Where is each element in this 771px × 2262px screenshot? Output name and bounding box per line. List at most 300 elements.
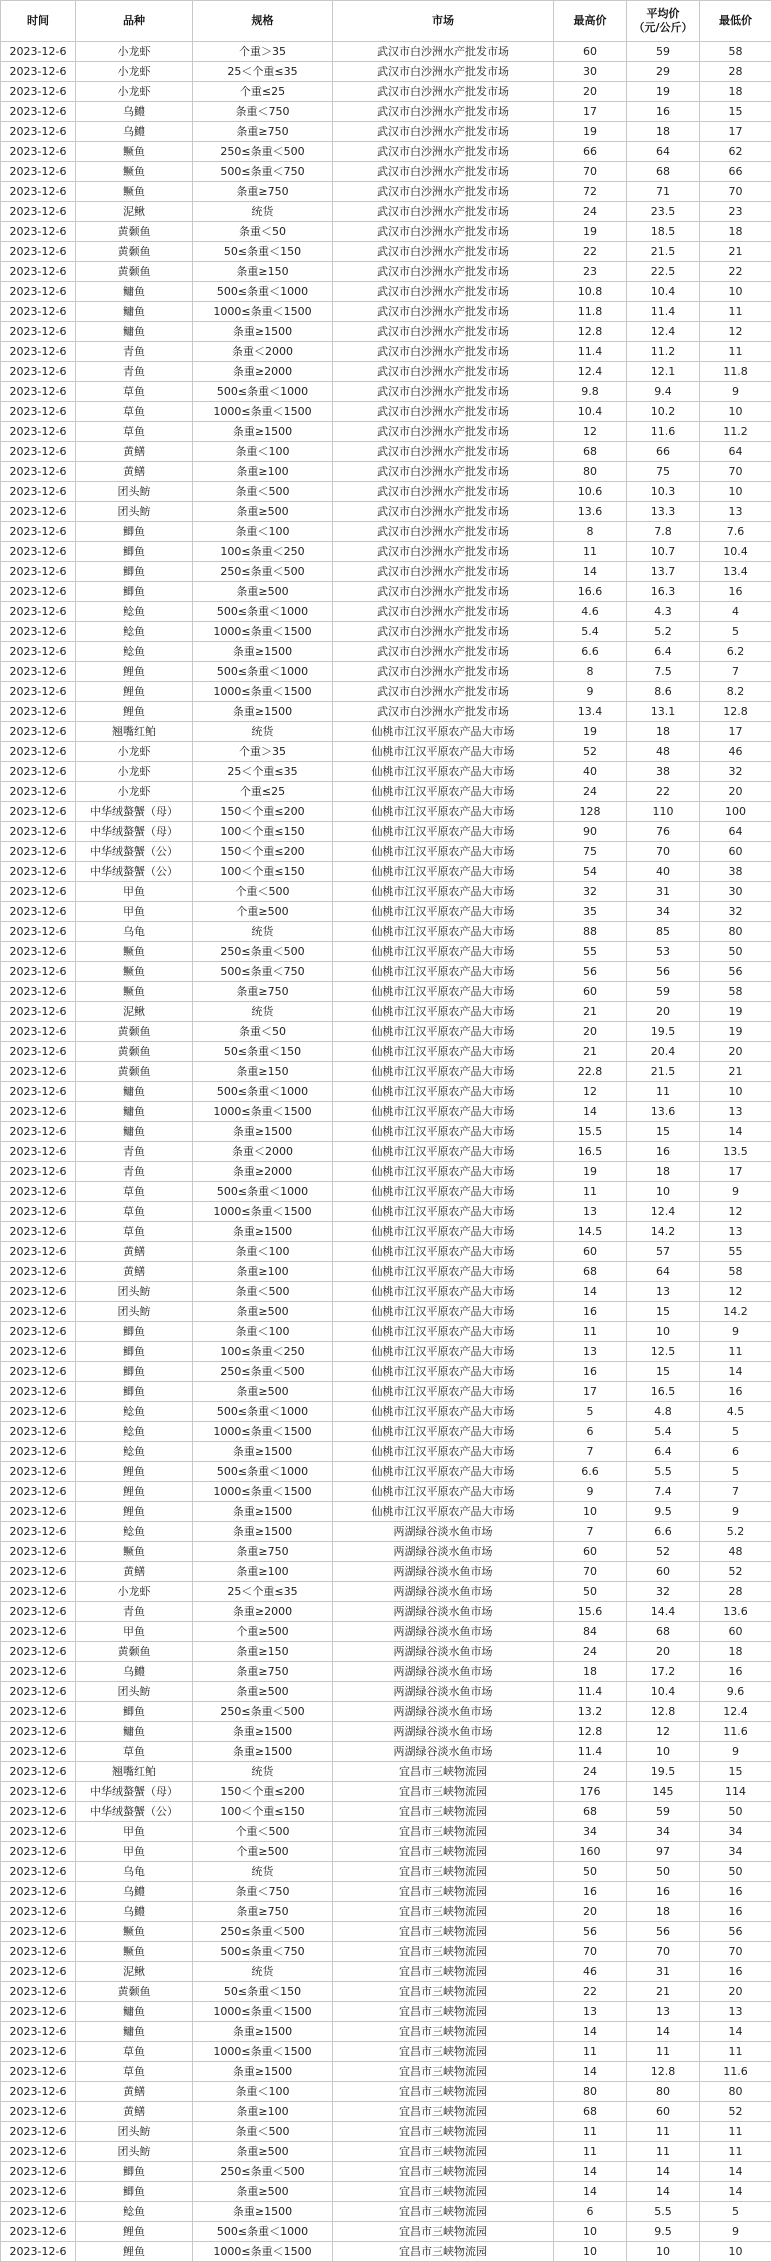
cell-market: 武汉市白沙洲水产批发市场	[333, 162, 554, 182]
cell-date: 2023-12-6	[1, 1782, 76, 1802]
cell-market: 仙桃市江汉平原农产品大市场	[333, 1282, 554, 1302]
cell-variety: 甲鱼	[76, 1842, 193, 1862]
cell-variety: 鳜鱼	[76, 142, 193, 162]
cell-min-price: 70	[700, 182, 771, 202]
cell-min-price: 62	[700, 142, 771, 162]
cell-market: 宜昌市三峡物流园	[333, 1882, 554, 1902]
cell-avg-price: 14	[627, 2182, 700, 2202]
cell-market: 武汉市白沙洲水产批发市场	[333, 182, 554, 202]
cell-variety: 草鱼	[76, 1222, 193, 1242]
cell-min-price: 14	[700, 2182, 771, 2202]
cell-market: 宜昌市三峡物流园	[333, 1842, 554, 1862]
cell-date: 2023-12-6	[1, 342, 76, 362]
table-row	[1, 2042, 771, 2062]
table-row	[1, 2202, 771, 2222]
cell-variety: 泥鳅	[76, 1002, 193, 1022]
table-row	[1, 542, 771, 562]
cell-max-price: 90	[554, 822, 627, 842]
table-row	[1, 82, 771, 102]
cell-spec: 50≤条重＜150	[193, 1982, 333, 2002]
table-row	[1, 2122, 771, 2142]
cell-avg-price: 17.2	[627, 1662, 700, 1682]
cell-date: 2023-12-6	[1, 642, 76, 662]
cell-max-price: 34	[554, 1822, 627, 1842]
cell-variety: 鲶鱼	[76, 2202, 193, 2222]
cell-min-price: 70	[700, 462, 771, 482]
cell-variety: 鲫鱼	[76, 1322, 193, 1342]
cell-min-price: 22	[700, 262, 771, 282]
cell-spec: 条重＜500	[193, 482, 333, 502]
cell-spec: 条重≥1500	[193, 1442, 333, 1462]
cell-avg-price: 64	[627, 142, 700, 162]
cell-market: 仙桃市江汉平原农产品大市场	[333, 1462, 554, 1482]
cell-spec: 250≤条重＜500	[193, 1702, 333, 1722]
cell-date: 2023-12-6	[1, 1562, 76, 1582]
cell-market: 仙桃市江汉平原农产品大市场	[333, 922, 554, 942]
table-row	[1, 242, 771, 262]
cell-spec: 50≤条重＜150	[193, 1042, 333, 1062]
cell-date: 2023-12-6	[1, 62, 76, 82]
cell-date: 2023-12-6	[1, 102, 76, 122]
cell-min-price: 18	[700, 82, 771, 102]
cell-market: 武汉市白沙洲水产批发市场	[333, 422, 554, 442]
cell-spec: 条重≥750	[193, 982, 333, 1002]
cell-max-price: 13.2	[554, 1702, 627, 1722]
table-row	[1, 2062, 771, 2082]
cell-date: 2023-12-6	[1, 162, 76, 182]
cell-avg-price: 60	[627, 2102, 700, 2122]
cell-min-price: 14	[700, 2022, 771, 2042]
cell-market: 两湖绿谷淡水鱼市场	[333, 1722, 554, 1742]
cell-variety: 小龙虾	[76, 762, 193, 782]
cell-avg-price: 13.1	[627, 702, 700, 722]
cell-market: 武汉市白沙洲水产批发市场	[333, 222, 554, 242]
cell-variety: 鳜鱼	[76, 942, 193, 962]
cell-variety: 团头鲂	[76, 1302, 193, 1322]
cell-min-price: 13.6	[700, 1602, 771, 1622]
cell-spec: 150＜个重≤200	[193, 1782, 333, 1802]
cell-avg-price: 4.3	[627, 602, 700, 622]
cell-market: 仙桃市江汉平原农产品大市场	[333, 762, 554, 782]
cell-variety: 鲤鱼	[76, 1462, 193, 1482]
cell-market: 仙桃市江汉平原农产品大市场	[333, 882, 554, 902]
cell-avg-price: 10	[627, 2242, 700, 2262]
cell-market: 仙桃市江汉平原农产品大市场	[333, 782, 554, 802]
cell-market: 仙桃市江汉平原农产品大市场	[333, 722, 554, 742]
cell-variety: 小龙虾	[76, 42, 193, 62]
cell-min-price: 5	[700, 1422, 771, 1442]
cell-market: 宜昌市三峡物流园	[333, 1822, 554, 1842]
cell-market: 仙桃市江汉平原农产品大市场	[333, 1322, 554, 1342]
cell-variety: 黄颡鱼	[76, 262, 193, 282]
cell-market: 仙桃市江汉平原农产品大市场	[333, 1042, 554, 1062]
cell-min-price: 12	[700, 1202, 771, 1222]
cell-min-price: 9.6	[700, 1682, 771, 1702]
cell-date: 2023-12-6	[1, 2062, 76, 2082]
cell-date: 2023-12-6	[1, 462, 76, 482]
cell-max-price: 88	[554, 922, 627, 942]
cell-date: 2023-12-6	[1, 422, 76, 442]
cell-spec: 条重≥1500	[193, 2062, 333, 2082]
cell-max-price: 10	[554, 1502, 627, 1522]
cell-min-price: 11	[700, 2122, 771, 2142]
cell-date: 2023-12-6	[1, 442, 76, 462]
cell-avg-price: 5.4	[627, 1422, 700, 1442]
table-row	[1, 1062, 771, 1082]
table-row	[1, 1362, 771, 1382]
cell-date: 2023-12-6	[1, 1042, 76, 1062]
cell-date: 2023-12-6	[1, 1242, 76, 1262]
cell-variety: 乌龟	[76, 922, 193, 942]
cell-avg-price: 11.6	[627, 422, 700, 442]
cell-variety: 小龙虾	[76, 1582, 193, 1602]
cell-variety: 草鱼	[76, 402, 193, 422]
cell-avg-price: 10	[627, 1742, 700, 1762]
table-row	[1, 622, 771, 642]
cell-max-price: 19	[554, 222, 627, 242]
cell-avg-price: 13	[627, 2002, 700, 2022]
header-min-price: 最低价	[700, 1, 771, 42]
cell-min-price: 17	[700, 722, 771, 742]
cell-max-price: 14	[554, 562, 627, 582]
cell-variety: 鲫鱼	[76, 582, 193, 602]
cell-market: 两湖绿谷淡水鱼市场	[333, 1642, 554, 1662]
cell-avg-price: 13	[627, 1282, 700, 1302]
cell-max-price: 6	[554, 2202, 627, 2222]
cell-max-price: 20	[554, 1902, 627, 1922]
cell-spec: 条重≥750	[193, 122, 333, 142]
cell-variety: 中华绒螯蟹（公）	[76, 842, 193, 862]
cell-variety: 鲫鱼	[76, 1382, 193, 1402]
table-row	[1, 2002, 771, 2022]
cell-avg-price: 10.4	[627, 282, 700, 302]
cell-date: 2023-12-6	[1, 2022, 76, 2042]
cell-market: 仙桃市江汉平原农产品大市场	[333, 1022, 554, 1042]
cell-variety: 中华绒螯蟹（母）	[76, 802, 193, 822]
cell-date: 2023-12-6	[1, 1442, 76, 1462]
cell-market: 宜昌市三峡物流园	[333, 2242, 554, 2262]
cell-min-price: 11.6	[700, 1722, 771, 1742]
cell-max-price: 68	[554, 442, 627, 462]
cell-variety: 泥鳅	[76, 202, 193, 222]
cell-variety: 鲶鱼	[76, 1402, 193, 1422]
cell-date: 2023-12-6	[1, 1622, 76, 1642]
cell-min-price: 50	[700, 1802, 771, 1822]
cell-spec: 条重≥750	[193, 1662, 333, 1682]
cell-min-price: 21	[700, 1062, 771, 1082]
cell-market: 仙桃市江汉平原农产品大市场	[333, 742, 554, 762]
cell-variety: 草鱼	[76, 422, 193, 442]
cell-market: 仙桃市江汉平原农产品大市场	[333, 1422, 554, 1442]
cell-date: 2023-12-6	[1, 202, 76, 222]
cell-avg-price: 11.2	[627, 342, 700, 362]
cell-spec: 500≤条重＜1000	[193, 382, 333, 402]
cell-avg-price: 16	[627, 102, 700, 122]
cell-date: 2023-12-6	[1, 682, 76, 702]
cell-min-price: 18	[700, 1642, 771, 1662]
cell-avg-price: 12.8	[627, 2062, 700, 2082]
cell-market: 武汉市白沙洲水产批发市场	[333, 602, 554, 622]
cell-max-price: 5.4	[554, 622, 627, 642]
cell-market: 武汉市白沙洲水产批发市场	[333, 42, 554, 62]
cell-max-price: 11.4	[554, 342, 627, 362]
cell-min-price: 10	[700, 282, 771, 302]
cell-avg-price: 19	[627, 82, 700, 102]
cell-min-price: 46	[700, 742, 771, 762]
cell-min-price: 19	[700, 1002, 771, 1022]
cell-variety: 甲鱼	[76, 1622, 193, 1642]
cell-avg-price: 21.5	[627, 1062, 700, 1082]
cell-date: 2023-12-6	[1, 902, 76, 922]
cell-date: 2023-12-6	[1, 802, 76, 822]
cell-market: 武汉市白沙洲水产批发市场	[333, 522, 554, 542]
cell-date: 2023-12-6	[1, 2202, 76, 2222]
cell-max-price: 52	[554, 742, 627, 762]
cell-variety: 鲫鱼	[76, 1702, 193, 1722]
cell-min-price: 11	[700, 1342, 771, 1362]
cell-min-price: 13	[700, 1102, 771, 1122]
cell-max-price: 22.8	[554, 1062, 627, 1082]
table-row	[1, 522, 771, 542]
cell-variety: 黄鳝	[76, 1262, 193, 1282]
cell-max-price: 14	[554, 2022, 627, 2042]
cell-spec: 500≤条重＜1000	[193, 1182, 333, 1202]
cell-date: 2023-12-6	[1, 182, 76, 202]
cell-avg-price: 14.2	[627, 1222, 700, 1242]
cell-avg-price: 12	[627, 1722, 700, 1742]
cell-max-price: 46	[554, 1962, 627, 1982]
table-row	[1, 1042, 771, 1062]
cell-max-price: 13.4	[554, 702, 627, 722]
cell-date: 2023-12-6	[1, 1882, 76, 1902]
cell-avg-price: 31	[627, 882, 700, 902]
cell-market: 仙桃市江汉平原农产品大市场	[333, 1142, 554, 1162]
table-row	[1, 62, 771, 82]
cell-variety: 青鱼	[76, 1602, 193, 1622]
table-row	[1, 342, 771, 362]
cell-variety: 黄鳝	[76, 1562, 193, 1582]
cell-max-price: 84	[554, 1622, 627, 1642]
cell-spec: 条重＜100	[193, 442, 333, 462]
table-row	[1, 1082, 771, 1102]
header-market: 市场	[333, 1, 554, 42]
cell-variety: 草鱼	[76, 1182, 193, 1202]
cell-market: 仙桃市江汉平原农产品大市场	[333, 942, 554, 962]
cell-avg-price: 38	[627, 762, 700, 782]
cell-avg-price: 23.5	[627, 202, 700, 222]
cell-max-price: 16	[554, 1362, 627, 1382]
cell-variety: 鲫鱼	[76, 562, 193, 582]
cell-spec: 个重≤25	[193, 782, 333, 802]
table-row	[1, 662, 771, 682]
cell-date: 2023-12-6	[1, 402, 76, 422]
cell-market: 武汉市白沙洲水产批发市场	[333, 242, 554, 262]
cell-max-price: 22	[554, 242, 627, 262]
cell-variety: 鲫鱼	[76, 2162, 193, 2182]
cell-min-price: 6	[700, 1442, 771, 1462]
cell-variety: 鳜鱼	[76, 982, 193, 1002]
cell-max-price: 20	[554, 82, 627, 102]
table-row	[1, 1382, 771, 1402]
cell-avg-price: 11	[627, 2142, 700, 2162]
cell-avg-price: 10.2	[627, 402, 700, 422]
cell-spec: 条重＜2000	[193, 1142, 333, 1162]
cell-date: 2023-12-6	[1, 882, 76, 902]
cell-min-price: 9	[700, 1742, 771, 1762]
cell-variety: 甲鱼	[76, 1822, 193, 1842]
cell-date: 2023-12-6	[1, 2082, 76, 2102]
cell-spec: 150＜个重≤200	[193, 842, 333, 862]
cell-market: 仙桃市江汉平原农产品大市场	[333, 1382, 554, 1402]
cell-max-price: 10.6	[554, 482, 627, 502]
table-row	[1, 422, 771, 442]
cell-min-price: 114	[700, 1782, 771, 1802]
cell-market: 仙桃市江汉平原农产品大市场	[333, 1482, 554, 1502]
cell-date: 2023-12-6	[1, 1982, 76, 2002]
cell-spec: 1000≤条重＜1500	[193, 2002, 333, 2022]
cell-avg-price: 16	[627, 1882, 700, 1902]
cell-spec: 500≤条重＜750	[193, 162, 333, 182]
cell-avg-price: 34	[627, 902, 700, 922]
cell-max-price: 11	[554, 2042, 627, 2062]
cell-max-price: 7	[554, 1522, 627, 1542]
cell-min-price: 50	[700, 942, 771, 962]
cell-spec: 条重≥1500	[193, 1122, 333, 1142]
cell-avg-price: 11.4	[627, 302, 700, 322]
cell-date: 2023-12-6	[1, 1762, 76, 1782]
cell-min-price: 11.8	[700, 362, 771, 382]
cell-min-price: 8.2	[700, 682, 771, 702]
cell-market: 仙桃市江汉平原农产品大市场	[333, 962, 554, 982]
cell-variety: 鳙鱼	[76, 322, 193, 342]
cell-max-price: 19	[554, 1162, 627, 1182]
table-row	[1, 742, 771, 762]
table-row	[1, 2182, 771, 2202]
cell-variety: 草鱼	[76, 2042, 193, 2062]
cell-avg-price: 18	[627, 1162, 700, 1182]
cell-date: 2023-12-6	[1, 2042, 76, 2062]
cell-avg-price: 20	[627, 1642, 700, 1662]
cell-variety: 草鱼	[76, 1202, 193, 1222]
cell-spec: 150＜个重≤200	[193, 802, 333, 822]
table-row	[1, 442, 771, 462]
cell-min-price: 4	[700, 602, 771, 622]
cell-max-price: 40	[554, 762, 627, 782]
table-row	[1, 1442, 771, 1462]
cell-min-price: 14	[700, 1122, 771, 1142]
cell-min-price: 55	[700, 1242, 771, 1262]
cell-min-price: 11	[700, 342, 771, 362]
cell-min-price: 13.5	[700, 1142, 771, 1162]
cell-avg-price: 22.5	[627, 262, 700, 282]
cell-max-price: 10.8	[554, 282, 627, 302]
cell-date: 2023-12-6	[1, 1602, 76, 1622]
cell-max-price: 14	[554, 2062, 627, 2082]
cell-date: 2023-12-6	[1, 722, 76, 742]
cell-variety: 鲤鱼	[76, 1482, 193, 1502]
cell-variety: 鳙鱼	[76, 282, 193, 302]
table-header	[1, 1, 771, 42]
cell-date: 2023-12-6	[1, 1542, 76, 1562]
cell-variety: 鲫鱼	[76, 1342, 193, 1362]
cell-spec: 250≤条重＜500	[193, 942, 333, 962]
cell-max-price: 13	[554, 1342, 627, 1362]
cell-market: 武汉市白沙洲水产批发市场	[333, 342, 554, 362]
cell-avg-price: 70	[627, 842, 700, 862]
cell-max-price: 5	[554, 1402, 627, 1422]
cell-variety: 团头鲂	[76, 502, 193, 522]
cell-variety: 团头鲂	[76, 1682, 193, 1702]
cell-spec: 条重≥1500	[193, 702, 333, 722]
cell-date: 2023-12-6	[1, 262, 76, 282]
cell-date: 2023-12-6	[1, 1642, 76, 1662]
cell-min-price: 50	[700, 1862, 771, 1882]
cell-avg-price: 8.6	[627, 682, 700, 702]
table-row	[1, 1302, 771, 1322]
cell-max-price: 14	[554, 2162, 627, 2182]
cell-spec: 条重＜100	[193, 522, 333, 542]
cell-variety: 中华绒螯蟹（母）	[76, 1782, 193, 1802]
cell-date: 2023-12-6	[1, 1202, 76, 1222]
cell-max-price: 18	[554, 1662, 627, 1682]
cell-avg-price: 18	[627, 122, 700, 142]
cell-spec: 统货	[193, 1762, 333, 1782]
cell-avg-price: 14	[627, 2162, 700, 2182]
cell-max-price: 75	[554, 842, 627, 862]
cell-avg-price: 71	[627, 182, 700, 202]
cell-max-price: 11.8	[554, 302, 627, 322]
table-row	[1, 1662, 771, 1682]
cell-max-price: 21	[554, 1042, 627, 1062]
cell-min-price: 16	[700, 1882, 771, 1902]
table-row	[1, 802, 771, 822]
cell-min-price: 60	[700, 1622, 771, 1642]
table-row	[1, 2022, 771, 2042]
cell-date: 2023-12-6	[1, 582, 76, 602]
cell-variety: 鲤鱼	[76, 702, 193, 722]
cell-max-price: 24	[554, 1762, 627, 1782]
cell-date: 2023-12-6	[1, 242, 76, 262]
cell-market: 仙桃市江汉平原农产品大市场	[333, 1062, 554, 1082]
cell-market: 宜昌市三峡物流园	[333, 2122, 554, 2142]
cell-date: 2023-12-6	[1, 1962, 76, 1982]
cell-date: 2023-12-6	[1, 1182, 76, 1202]
cell-market: 宜昌市三峡物流园	[333, 1942, 554, 1962]
cell-variety: 翘嘴红鲌	[76, 1762, 193, 1782]
cell-spec: 统货	[193, 1962, 333, 1982]
cell-max-price: 6.6	[554, 642, 627, 662]
cell-market: 宜昌市三峡物流园	[333, 1902, 554, 1922]
cell-min-price: 14	[700, 2162, 771, 2182]
cell-spec: 条重≥1500	[193, 1722, 333, 1742]
cell-avg-price: 31	[627, 1962, 700, 1982]
cell-date: 2023-12-6	[1, 1862, 76, 1882]
cell-avg-price: 11	[627, 2042, 700, 2062]
cell-avg-price: 12.1	[627, 362, 700, 382]
cell-max-price: 15.5	[554, 1122, 627, 1142]
cell-min-price: 20	[700, 782, 771, 802]
cell-max-price: 7	[554, 1442, 627, 1462]
cell-market: 宜昌市三峡物流园	[333, 2082, 554, 2102]
cell-spec: 1000≤条重＜1500	[193, 2242, 333, 2262]
cell-variety: 鲶鱼	[76, 642, 193, 662]
cell-spec: 条重≥1500	[193, 2202, 333, 2222]
cell-variety: 黄颡鱼	[76, 222, 193, 242]
cell-spec: 25＜个重≤35	[193, 1582, 333, 1602]
cell-avg-price: 6.6	[627, 1522, 700, 1542]
cell-max-price: 15.6	[554, 1602, 627, 1622]
table-row	[1, 1602, 771, 1622]
